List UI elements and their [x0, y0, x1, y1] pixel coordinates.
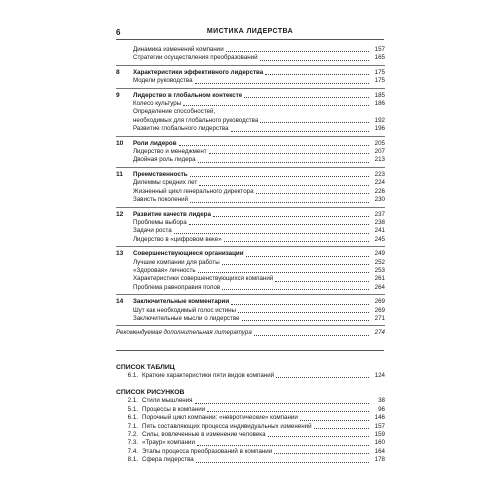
entry-page: 175 [374, 77, 385, 85]
figures-list [116, 397, 385, 464]
item-number: 7.1. [127, 422, 138, 430]
dot-leader [260, 122, 369, 123]
chapter-number: 9 [116, 91, 120, 99]
entry-title: Заключительные мысли о лидерстве [133, 314, 240, 322]
item-title: Этапы процесса преобразований в компании [142, 447, 273, 455]
item-title: Сфера лидерства [142, 456, 194, 464]
toc-chapter [116, 211, 385, 248]
dot-leader [276, 377, 369, 378]
toc-entry [116, 236, 385, 244]
toc-entry [116, 69, 385, 77]
dot-leader [226, 51, 369, 52]
item-page: 178 [374, 456, 385, 464]
toc-entry [116, 156, 385, 164]
toc-recommended [116, 329, 385, 337]
dot-leader [231, 304, 369, 305]
toc-chapter [116, 69, 385, 89]
lists-section [116, 363, 385, 465]
item-title: Пять составляющих процесса индивидуальных изменений [142, 422, 312, 430]
figure-entry [116, 448, 385, 456]
dot-leader [183, 105, 369, 106]
figure-entry [116, 414, 385, 422]
item-title: Силы, вовлеченные в изменение человека [142, 431, 266, 439]
toc-chapter [116, 46, 385, 66]
toc-entry [116, 92, 385, 100]
dot-leader [199, 185, 369, 186]
item-number: 8.1. [127, 456, 138, 464]
page-number: 6 [116, 28, 121, 37]
entry-title: Характеристики совершенствующихся компаний [133, 275, 274, 283]
entry-page: 253 [374, 266, 385, 274]
entry-title: Стратегии осуществления преобразований [133, 54, 258, 62]
toc-entry [116, 46, 385, 54]
dot-leader [190, 202, 369, 203]
item-page: 159 [374, 431, 385, 439]
entry-title: Совершенствующиеся организации [133, 250, 244, 258]
chapter-number: 11 [116, 170, 123, 178]
toc-entry [116, 196, 385, 204]
entry-page: 230 [374, 196, 385, 204]
dot-leader [198, 272, 369, 273]
entry-page: 224 [374, 179, 385, 187]
entry-title: «Здоровая» личность [133, 266, 196, 274]
item-title: «Траур» компании [142, 439, 195, 447]
entry-title: Лучшие компании для работы [133, 258, 220, 266]
item-number: 7.4. [127, 447, 138, 455]
item-page: 164 [374, 447, 385, 455]
entry-page: 269 [374, 306, 385, 314]
item-number: 2.1. [127, 397, 138, 405]
entry-title: Модели руководства [133, 77, 193, 85]
toc-entry [116, 179, 385, 187]
item-number: 6.1. [127, 414, 138, 422]
entry-title: Динамика изменений компании [133, 46, 224, 53]
item-page: 157 [374, 422, 385, 430]
dot-leader [222, 289, 369, 290]
entry-title: Роли лидеров [133, 139, 177, 147]
entry-page: 157 [374, 46, 385, 53]
entry-page: 207 [374, 148, 385, 156]
dot-leader [224, 241, 369, 242]
dot-leader [196, 462, 369, 463]
dot-leader [238, 312, 369, 313]
entry-title: Дилеммы средних лет [133, 179, 198, 187]
dot-leader [275, 281, 369, 282]
dot-leader [254, 335, 369, 336]
toc-entry [116, 275, 385, 283]
dot-leader [197, 445, 369, 446]
entry-page: 186 [374, 100, 385, 108]
table-entry [116, 372, 385, 380]
entry-page: 249 [374, 250, 385, 258]
entry-title: необходимых для глобального руководства [133, 116, 259, 124]
entry-page: 261 [374, 275, 385, 283]
entry-title: Заключительные комментарии [133, 298, 230, 306]
entry-title: Зависть поколений [133, 196, 189, 204]
toc-chapter [116, 298, 385, 326]
entry-title: Двойная роль лидера [133, 156, 196, 164]
dot-leader [256, 193, 369, 194]
dot-leader [213, 216, 369, 217]
dot-leader [314, 428, 369, 429]
figures-heading: СПИСОК РИСУНКОВ [116, 389, 185, 397]
entry-page: 252 [374, 258, 385, 266]
toc-entry [116, 307, 385, 315]
toc-chapter [116, 250, 385, 295]
dot-leader [244, 97, 369, 98]
entry-title: Рекомендуемая дополнительная литература [116, 329, 252, 337]
header-rule [116, 39, 384, 40]
item-page: 146 [374, 414, 385, 422]
entry-title: Проблема равноправия полов [133, 283, 221, 291]
item-number: 7.3. [127, 439, 138, 447]
item-number: 5.1. [127, 405, 138, 413]
entry-page: 241 [374, 227, 385, 235]
entry-page: 213 [374, 156, 385, 164]
entry-title: Определение способностей, [133, 108, 216, 116]
toc-entry [116, 77, 385, 85]
dot-leader [222, 264, 369, 265]
entry-page: 238 [374, 218, 385, 226]
dot-leader [189, 224, 369, 225]
toc-entry [116, 108, 385, 116]
entry-title: Колесо культуры [133, 100, 182, 108]
item-number: 7.2. [127, 431, 138, 439]
dot-leader [190, 176, 369, 177]
dot-leader [195, 83, 369, 84]
dot-leader [231, 131, 369, 132]
toc-entry [116, 171, 385, 179]
dot-leader [242, 320, 370, 321]
chapter-number: 10 [116, 139, 124, 147]
item-page: 96 [378, 405, 385, 413]
toc-chapter [116, 140, 385, 168]
toc-entry [116, 267, 385, 275]
entry-title: Развитие качеств лидера [133, 210, 211, 218]
toc-entry [116, 148, 385, 156]
tables-heading: СПИСОК ТАБЛИЦ [116, 364, 175, 371]
entry-page: 245 [374, 235, 385, 243]
entry-title: Жизненный цикл генерального директора [133, 187, 254, 195]
dot-leader [268, 436, 369, 437]
item-page: 124 [374, 372, 385, 379]
entry-title: Развитие глобального лидерства [133, 125, 229, 133]
entry-title: Лидерство и менеджмент [133, 148, 207, 156]
chapter-number: 14 [116, 298, 124, 306]
entry-title: Проблемы выбора [133, 218, 187, 226]
toc-entry [116, 259, 385, 267]
entry-title: Лидерство в глобальном контексте [133, 91, 243, 99]
toc-entry [116, 315, 385, 323]
dot-leader [246, 256, 370, 257]
toc-entry [116, 298, 385, 306]
entry-page: 165 [374, 54, 385, 62]
entry-title: Лидерство в «цифровом веке» [133, 235, 222, 243]
section-rule [116, 350, 384, 351]
chapter-number: 13 [116, 250, 124, 258]
entry-page: 175 [374, 68, 385, 76]
item-title: Краткие характеристики пяти видов компаний [142, 372, 275, 379]
figure-entry [116, 397, 385, 405]
chapter-number: 8 [116, 68, 120, 76]
dot-leader [198, 162, 369, 163]
toc-entry [116, 125, 385, 133]
entry-page: 226 [374, 187, 385, 195]
running-title: МИСТИКА ЛИДЕРСТВА [206, 28, 294, 35]
toc-entry [116, 54, 385, 62]
item-title: Процессы в компании [142, 405, 206, 413]
item-number: 6.1. [127, 372, 138, 379]
dot-leader [209, 153, 369, 154]
dot-leader [260, 60, 369, 61]
toc-chapter [116, 171, 385, 208]
entry-title: Задачи роста [133, 227, 172, 235]
dot-leader [179, 145, 369, 146]
item-page: 38 [378, 397, 385, 405]
entry-page: 264 [374, 283, 385, 291]
dot-leader [195, 403, 370, 404]
entry-page: 269 [374, 298, 385, 306]
toc-entry [116, 227, 385, 235]
dot-leader [300, 420, 369, 421]
entry-title: Преемственность [133, 170, 188, 178]
entry-title: Характеристики эффективного лидерства [133, 68, 264, 76]
entry-page: 192 [374, 116, 385, 124]
dot-leader [174, 233, 369, 234]
entry-page: 274 [374, 329, 385, 337]
entry-page: 205 [374, 139, 385, 147]
toc-entry [116, 250, 385, 258]
toc-entry [116, 219, 385, 227]
chapter-number: 12 [116, 210, 124, 218]
toc-entry [116, 140, 385, 148]
entry-page: 237 [374, 210, 385, 218]
toc-entry [116, 100, 385, 108]
toc-entry [116, 188, 385, 196]
toc-entry [116, 211, 385, 219]
entry-page: 196 [374, 125, 385, 133]
dot-leader [265, 74, 369, 75]
tables-list [116, 372, 385, 380]
dot-leader [207, 411, 369, 412]
item-title: Порочный цикл компании: «невротические» компании [142, 414, 298, 422]
entry-page: 271 [374, 314, 385, 322]
figure-entry [116, 439, 385, 447]
entry-page: 185 [374, 91, 385, 99]
item-page: 160 [374, 439, 385, 447]
figure-entry [116, 406, 385, 414]
figure-entry [116, 423, 385, 431]
item-title: Стили мышления [142, 397, 193, 405]
dot-leader [274, 453, 369, 454]
entry-page: 223 [374, 170, 385, 178]
entry-title: Шут как необходимый голос истины [133, 306, 237, 314]
toc-entry [116, 284, 385, 292]
figure-entry [116, 431, 385, 439]
toc-chapter [116, 92, 385, 137]
toc-entry [116, 117, 385, 125]
table-of-contents [116, 46, 385, 338]
figure-entry [116, 456, 385, 464]
